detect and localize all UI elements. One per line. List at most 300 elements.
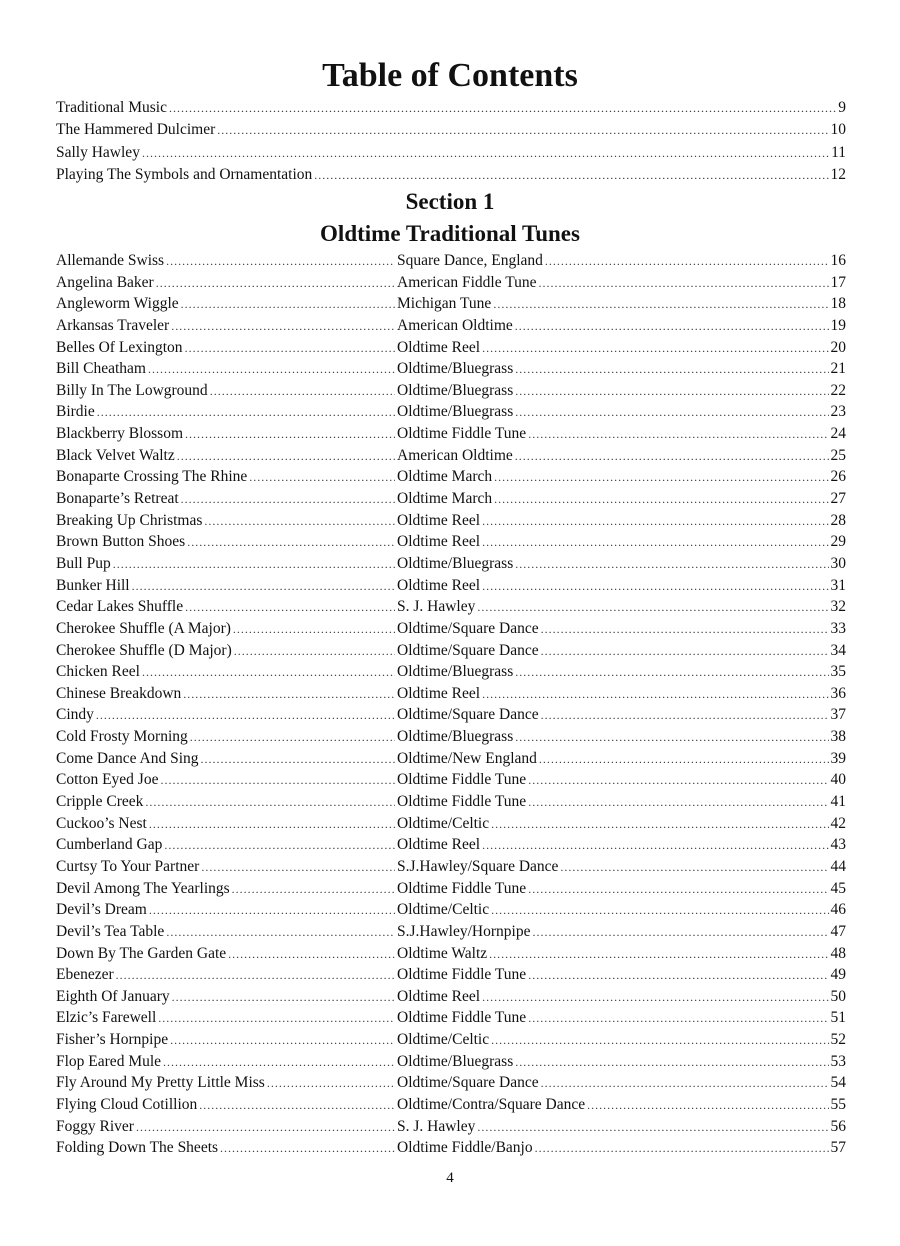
tune-page: 52 <box>830 1031 846 1049</box>
tune-style-cell <box>397 403 831 421</box>
toc-entry <box>56 121 846 143</box>
dot-leader <box>166 254 395 269</box>
entry-page: 12 <box>830 165 846 183</box>
tune-title: Blackberry Blossom <box>56 425 183 443</box>
dot-leader <box>482 838 828 853</box>
tune-row <box>56 642 846 664</box>
tune-row <box>56 555 846 577</box>
tune-row <box>56 923 846 945</box>
tune-page: 30 <box>830 554 846 572</box>
tune-page: 50 <box>830 987 846 1005</box>
dot-leader <box>491 817 828 832</box>
dot-leader <box>493 297 828 312</box>
tune-style: Oldtime/Celtic <box>397 1031 490 1049</box>
dot-leader <box>482 687 828 702</box>
dot-leader <box>190 730 395 745</box>
tune-title-cell <box>56 1009 397 1027</box>
tune-page: 49 <box>830 966 846 984</box>
tune-title-cell <box>56 403 397 421</box>
tune-style-cell <box>397 815 831 833</box>
tune-title: Bill Cheatham <box>56 360 146 378</box>
dot-leader <box>528 882 828 897</box>
tune-title-cell <box>56 1031 397 1049</box>
tune-style: Oldtime/Bluegrass <box>397 403 514 421</box>
tune-style-cell <box>397 642 831 660</box>
tune-title: Belles Of Lexington <box>56 338 183 356</box>
tune-page: 31 <box>830 576 846 594</box>
dot-leader <box>489 947 828 962</box>
tune-title-cell <box>56 295 397 313</box>
tune-title: Birdie <box>56 403 95 421</box>
dot-leader <box>515 319 829 334</box>
tune-row <box>56 512 846 534</box>
tune-row <box>56 425 846 447</box>
tune-style-cell <box>397 771 831 789</box>
entry-title: The Hammered Dulcimer <box>56 121 216 139</box>
tune-title-cell <box>56 382 397 400</box>
dot-leader <box>201 860 395 875</box>
dot-leader <box>166 925 395 940</box>
dot-leader <box>528 968 828 983</box>
tune-style-cell <box>397 274 831 292</box>
dot-leader <box>545 254 829 269</box>
tune-title: Cumberland Gap <box>56 836 163 854</box>
tune-title-cell <box>56 360 397 378</box>
dot-leader <box>170 1033 395 1048</box>
dot-leader <box>515 362 828 377</box>
tune-page: 38 <box>830 728 846 746</box>
tune-style-cell <box>397 1053 831 1071</box>
tune-style-cell <box>397 836 831 854</box>
tune-title-cell <box>56 317 397 335</box>
tune-page: 51 <box>830 1009 846 1027</box>
toc-entry <box>56 166 846 188</box>
tune-row <box>56 490 846 512</box>
tune-title-cell <box>56 771 397 789</box>
tune-style: Oldtime Reel <box>397 533 481 551</box>
dot-leader <box>204 514 395 529</box>
tune-page: 48 <box>830 944 846 962</box>
tune-title: Breaking Up Christmas <box>56 511 203 529</box>
tune-style: S.J.Hawley/Square Dance <box>397 857 559 875</box>
dot-leader <box>187 535 395 550</box>
tune-title-cell <box>56 815 397 833</box>
tune-style-cell <box>397 750 831 768</box>
dot-leader <box>539 276 829 291</box>
tune-style: Oldtime/Celtic <box>397 814 490 832</box>
tune-page: 57 <box>830 1139 846 1157</box>
dot-leader <box>199 1098 395 1113</box>
tune-style-cell <box>397 512 831 530</box>
tune-style-cell <box>397 1009 831 1027</box>
tune-title-cell <box>56 706 397 724</box>
entry-page: 11 <box>831 143 846 161</box>
dot-leader <box>560 860 828 875</box>
tune-row <box>56 685 846 707</box>
dot-leader <box>491 1033 828 1048</box>
dot-leader <box>149 903 395 918</box>
tune-style: Oldtime Fiddle Tune <box>397 771 527 789</box>
tune-page: 45 <box>830 879 846 897</box>
dot-leader <box>145 795 395 810</box>
dot-leader <box>116 968 395 983</box>
tune-style-cell <box>397 901 831 919</box>
tune-style: American Fiddle Tune <box>397 273 537 291</box>
tune-page: 28 <box>830 511 846 529</box>
tune-style-cell <box>397 620 831 638</box>
tune-row <box>56 858 846 880</box>
tune-title-cell <box>56 339 397 357</box>
tune-row <box>56 382 846 404</box>
tune-style: Michigan Tune <box>397 295 492 313</box>
dot-leader <box>539 752 829 767</box>
tune-row <box>56 339 846 361</box>
dot-leader <box>515 730 828 745</box>
page-number: 4 <box>446 1170 454 1186</box>
tune-page: 17 <box>830 273 846 291</box>
dot-leader <box>97 405 395 420</box>
tune-row <box>56 836 846 858</box>
tune-style: Oldtime/Celtic <box>397 901 490 919</box>
tune-style-cell <box>397 555 831 573</box>
tune-page: 22 <box>830 381 846 399</box>
tune-style-cell <box>397 577 831 595</box>
dot-leader <box>532 925 828 940</box>
dot-leader <box>185 341 395 356</box>
tune-page: 33 <box>830 619 846 637</box>
dot-leader <box>482 514 828 529</box>
tune-title: Cold Frosty Morning <box>56 728 188 746</box>
tune-style-cell <box>397 663 831 681</box>
tune-style-cell <box>397 923 831 941</box>
tune-style-cell <box>397 252 831 270</box>
tune-style-cell <box>397 360 831 378</box>
dot-leader <box>132 579 395 594</box>
tune-page: 27 <box>830 490 846 508</box>
tune-style-cell <box>397 988 831 1006</box>
tune-style: Oldtime/New England <box>397 749 537 767</box>
dot-leader <box>201 752 396 767</box>
tune-title: Angelina Baker <box>56 273 154 291</box>
dot-leader <box>142 665 395 680</box>
tune-style-cell <box>397 533 831 551</box>
tune-style: Oldtime Fiddle Tune <box>397 793 527 811</box>
tune-title-cell <box>56 533 397 551</box>
tune-page: 25 <box>830 446 846 464</box>
tune-title-cell <box>56 858 397 876</box>
tune-title: Brown Button Shoes <box>56 533 186 551</box>
tune-title: Curtsy To Your Partner <box>56 857 200 875</box>
toc-entry <box>56 99 846 121</box>
tune-title: Allemande Swiss <box>56 252 165 269</box>
dot-leader <box>185 600 395 615</box>
tune-page: 39 <box>830 749 846 767</box>
tune-page: 36 <box>830 684 846 702</box>
tune-title: Folding Down The Sheets <box>56 1139 219 1157</box>
tune-style-cell <box>397 966 831 984</box>
dot-leader <box>234 644 395 659</box>
dot-leader <box>482 990 828 1005</box>
tune-title: Eighth Of January <box>56 987 170 1005</box>
tune-style-cell <box>397 447 831 465</box>
dot-leader <box>148 362 395 377</box>
tune-title: Cripple Creek <box>56 793 144 811</box>
tune-row <box>56 274 846 296</box>
tune-style: Oldtime/Square Dance <box>397 1074 539 1092</box>
dot-leader <box>158 1011 395 1026</box>
tune-row <box>56 295 846 317</box>
tune-title: Cotton Eyed Joe <box>56 771 159 789</box>
tune-style: S.J.Hawley/Hornpipe <box>397 922 531 940</box>
entry-page: 9 <box>838 99 846 116</box>
tune-page: 29 <box>830 533 846 551</box>
tune-title-cell <box>56 728 397 746</box>
tune-title: Bonaparte Crossing The Rhine <box>56 468 248 486</box>
tune-style: Oldtime Reel <box>397 576 481 594</box>
tune-row <box>56 1053 846 1075</box>
tune-title: Devil Among The Yearlings <box>56 879 230 897</box>
tune-row <box>56 706 846 728</box>
tune-row <box>56 620 846 642</box>
tune-title: Bull Pup <box>56 554 111 572</box>
tune-page: 47 <box>830 922 846 940</box>
tune-title-cell <box>56 901 397 919</box>
tune-style-cell <box>397 793 831 811</box>
dot-leader <box>210 384 395 399</box>
tune-style-cell <box>397 880 831 898</box>
tune-row <box>56 598 846 620</box>
dot-leader <box>113 557 395 572</box>
tune-style: Oldtime Fiddle/Banjo <box>397 1139 533 1157</box>
dot-leader <box>587 1098 828 1113</box>
entry-title: Playing The Symbols and Ornamentation <box>56 165 313 183</box>
tune-title: Elzic’s Farewell <box>56 1009 157 1027</box>
dot-leader <box>156 276 395 291</box>
tune-style-cell <box>397 1118 831 1136</box>
tune-row <box>56 403 846 425</box>
tune-title: Cherokee Shuffle (D Major) <box>56 641 232 659</box>
dot-leader <box>477 1120 828 1135</box>
tune-page: 35 <box>830 663 846 681</box>
tune-title-cell <box>56 685 397 703</box>
tune-style: Oldtime Fiddle Tune <box>397 1009 527 1027</box>
dot-leader <box>528 427 828 442</box>
tune-style: Oldtime March <box>397 490 493 508</box>
dot-leader <box>541 644 829 659</box>
tune-style-cell <box>397 945 831 963</box>
dot-leader <box>267 1076 395 1091</box>
tune-title-cell <box>56 988 397 1006</box>
tune-title: Bonaparte’s Retreat <box>56 490 179 508</box>
tune-style: Oldtime/Square Dance <box>397 706 539 724</box>
dot-leader <box>541 1076 829 1091</box>
dot-leader <box>220 1141 395 1156</box>
tune-style-cell <box>397 490 831 508</box>
tune-title-cell <box>56 252 397 270</box>
dot-leader <box>183 687 395 702</box>
tune-title-cell <box>56 1074 397 1092</box>
dot-leader <box>233 622 395 637</box>
tune-page: 23 <box>830 403 846 421</box>
dot-leader <box>535 1141 829 1156</box>
tune-title-cell <box>56 555 397 573</box>
tune-row <box>56 966 846 988</box>
tune-title-cell <box>56 1139 397 1157</box>
dot-leader <box>528 795 828 810</box>
tune-row <box>56 750 846 772</box>
intro-list <box>56 99 846 188</box>
dot-leader <box>169 101 836 116</box>
tune-title-cell <box>56 1053 397 1071</box>
tune-style: Oldtime Waltz <box>397 944 488 962</box>
tune-style: Oldtime/Bluegrass <box>397 663 514 681</box>
tune-title-cell <box>56 274 397 292</box>
tune-style: Oldtime/Bluegrass <box>397 381 514 399</box>
tune-row <box>56 252 846 274</box>
tune-title: Black Velvet Waltz <box>56 446 175 464</box>
tune-title-cell <box>56 966 397 984</box>
tune-row <box>56 468 846 490</box>
tune-title-cell <box>56 793 397 811</box>
tune-title: Ebenezer <box>56 966 114 984</box>
tune-title-cell <box>56 880 397 898</box>
tune-page: 16 <box>830 252 846 269</box>
tune-style-cell <box>397 598 831 616</box>
tune-style: Oldtime Reel <box>397 338 481 356</box>
dot-leader <box>181 297 395 312</box>
tune-style-cell <box>397 728 831 746</box>
tune-row <box>56 793 846 815</box>
tune-title: Chinese Breakdown <box>56 684 182 702</box>
tune-page: 24 <box>830 425 846 443</box>
tune-style: Oldtime/Bluegrass <box>397 728 514 746</box>
tune-style: American Oldtime <box>397 316 513 334</box>
tune-style: Oldtime/Square Dance <box>397 619 539 637</box>
tune-style-cell <box>397 858 831 876</box>
dot-leader <box>515 557 828 572</box>
tune-row <box>56 533 846 555</box>
tune-page: 20 <box>830 338 846 356</box>
tune-page: 32 <box>830 598 846 616</box>
tune-title: Come Dance And Sing <box>56 749 199 767</box>
tune-title: Chicken Reel <box>56 663 140 681</box>
toc-entry <box>56 144 846 166</box>
tune-list <box>56 252 846 1161</box>
tune-page: 46 <box>830 901 846 919</box>
tune-title-cell <box>56 425 397 443</box>
tune-title-cell <box>56 598 397 616</box>
tune-style: Oldtime Fiddle Tune <box>397 425 527 443</box>
tune-title: Flying Cloud Cotillion <box>56 1095 198 1113</box>
tune-title: Cindy <box>56 706 94 724</box>
tune-style-cell <box>397 339 831 357</box>
tune-title: Foggy River <box>56 1117 134 1135</box>
tune-title-cell <box>56 642 397 660</box>
tune-row <box>56 901 846 923</box>
dot-leader <box>494 470 828 485</box>
tune-row <box>56 945 846 967</box>
tune-row <box>56 771 846 793</box>
tune-title-cell <box>56 512 397 530</box>
tune-style: Oldtime Reel <box>397 511 481 529</box>
tune-row <box>56 1096 846 1118</box>
tune-row <box>56 1009 846 1031</box>
dot-leader <box>515 384 828 399</box>
dot-leader <box>515 665 828 680</box>
tune-title-cell <box>56 836 397 854</box>
tune-style-cell <box>397 425 831 443</box>
dot-leader <box>149 817 395 832</box>
tune-row <box>56 317 846 339</box>
dot-leader <box>136 1120 395 1135</box>
tune-style: Oldtime/Bluegrass <box>397 360 514 378</box>
tune-row <box>56 360 846 382</box>
tune-title-cell <box>56 923 397 941</box>
tune-title: Devil’s Tea Table <box>56 922 165 940</box>
tune-row <box>56 1118 846 1140</box>
dot-leader <box>181 492 395 507</box>
dot-leader <box>482 535 828 550</box>
tune-style: Oldtime/Bluegrass <box>397 1052 514 1070</box>
tune-title-cell <box>56 1096 397 1114</box>
tune-style-cell <box>397 685 831 703</box>
tune-style: Oldtime/Square Dance <box>397 641 539 659</box>
tune-page: 34 <box>830 641 846 659</box>
tune-row <box>56 447 846 469</box>
dot-leader <box>217 123 828 138</box>
dot-leader <box>249 470 395 485</box>
tune-title: Billy In The Lowground <box>56 381 208 399</box>
dot-leader <box>515 405 828 420</box>
entry-title: Traditional Music <box>56 99 167 116</box>
tune-style-cell <box>397 468 831 486</box>
tune-style-cell <box>397 706 831 724</box>
tune-style-cell <box>397 317 831 335</box>
entry-page: 10 <box>830 121 846 139</box>
entry-title: Sally Hawley <box>56 143 140 161</box>
dot-leader <box>228 947 395 962</box>
tune-style: S. J. Hawley <box>397 598 476 616</box>
tune-page: 44 <box>830 857 846 875</box>
dot-leader <box>185 427 395 442</box>
tune-title: Devil’s Dream <box>56 901 147 919</box>
tune-row <box>56 577 846 599</box>
tune-page: 40 <box>830 771 846 789</box>
tune-style: Oldtime Reel <box>397 836 481 854</box>
tune-page: 37 <box>830 706 846 724</box>
dot-leader <box>477 600 828 615</box>
dot-leader <box>171 319 395 334</box>
tune-title-cell <box>56 620 397 638</box>
tune-title: Arkansas Traveler <box>56 316 170 334</box>
tune-title: Cherokee Shuffle (A Major) <box>56 619 231 637</box>
section-number: Section 1 <box>405 189 495 214</box>
tune-title: Fly Around My Pretty Little Miss <box>56 1074 265 1092</box>
tune-row <box>56 728 846 750</box>
tune-row <box>56 1139 846 1161</box>
dot-leader <box>528 773 828 788</box>
dot-leader <box>163 1055 395 1070</box>
dot-leader <box>541 708 829 723</box>
tune-style: Square Dance, England <box>397 252 543 269</box>
tune-title: Cedar Lakes Shuffle <box>56 598 184 616</box>
tune-row <box>56 988 846 1010</box>
tune-title-cell <box>56 1118 397 1136</box>
tune-page: 55 <box>830 1095 846 1113</box>
dot-leader <box>177 449 395 464</box>
tune-title-cell <box>56 945 397 963</box>
tune-title-cell <box>56 577 397 595</box>
